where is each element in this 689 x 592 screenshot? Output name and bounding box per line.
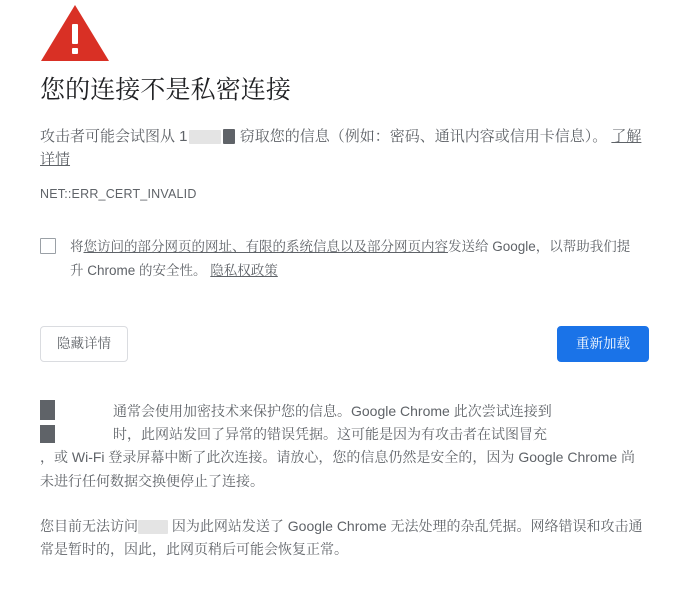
send-report-label: [70, 235, 640, 282]
redacted-host-block: [189, 130, 221, 144]
details-text-5: 因为此网站发送了 Google Chrome 无法处理的杂乱凭据。网络错误和攻击通常是暂时的，因此，此网页稍后可能会恢复正常。: [40, 517, 643, 557]
details-paragraph-2: [40, 515, 649, 561]
send-report-row[interactable]: [40, 235, 640, 282]
page-title: 您的连接不是私密连接: [40, 76, 292, 104]
learn-more-link[interactable]: 了解详情: [40, 127, 642, 168]
description-prefix: 攻击者可能会试图从 1: [40, 127, 188, 145]
button-row: [40, 326, 649, 364]
icon-container: [40, 0, 649, 56]
details-paragraph-1: [40, 400, 649, 492]
redacted-block-icon-2: [40, 425, 55, 443]
description-middle: 窃取您的信息（例如：密码、通讯内容或信用卡信息）。: [239, 127, 608, 145]
send-report-text-after: 发送给 Google，以帮助我们提升 Chrome 的安全性。: [70, 239, 631, 278]
error-code: NET::ERR_CERT_INVALID: [40, 187, 197, 201]
reload-button[interactable]: 重新加载: [557, 326, 649, 362]
redacted-host-block-2: [138, 520, 168, 534]
redacted-block-icon: [40, 400, 55, 420]
details-text-1: 通常会使用加密技术来保护您的信息。Google Chrome 此次尝试连接到: [113, 403, 552, 420]
url-info-link[interactable]: 您访问的部分网页的网址、有限的系统信息以及部分网页内容: [83, 239, 448, 254]
send-report-text-before: 将: [70, 239, 84, 254]
hide-details-button[interactable]: 隐藏详情: [40, 326, 128, 362]
details-text-2: 时，此网站发回了异常的错误凭据。这可能是因为有攻击者在试图冒充: [113, 426, 547, 443]
details-text-4: 您目前无法访问: [40, 517, 138, 534]
warning-triangle-icon: [40, 2, 110, 64]
details-pane: [40, 400, 649, 561]
redacted-host-block-dark: [223, 129, 235, 144]
details-text-3: ，或 Wi-Fi 登录屏幕中断了此次连接。请放心，您的信息仍然是安全的，因为 Google Chrome 尚未进行任何数据交换便停止了连接。: [40, 449, 636, 489]
privacy-policy-link[interactable]: 隐私权政策: [210, 262, 278, 278]
send-report-checkbox[interactable]: [40, 238, 56, 254]
page-description: [40, 125, 649, 172]
